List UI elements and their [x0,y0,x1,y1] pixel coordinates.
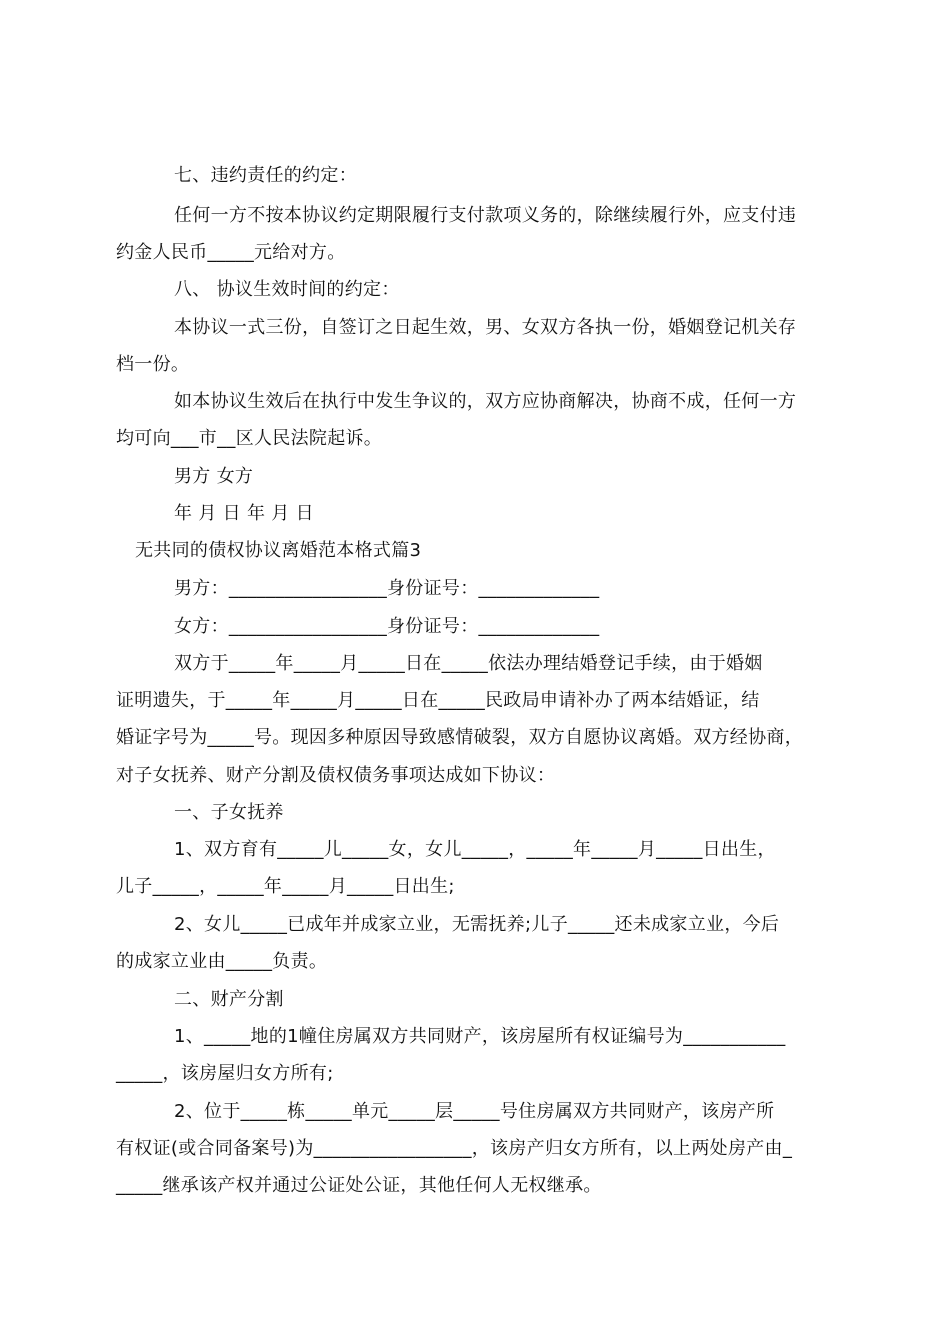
section-heading-breach: 七、违约责任的约定： [174,165,357,186]
paragraph-line: _____，该房屋归女方所有; [116,1063,334,1084]
date-line: 年 月 日 年 月 日 [174,503,314,524]
document-title: 无共同的债权协议离婚范本格式篇3 [135,540,422,561]
paragraph-line: 均可向___市__区人民法院起诉。 [116,428,383,449]
paragraph-line: 对子女抚养、财产分割及债权债务事项达成如下协议： [116,765,556,786]
paragraph-line: 2、女儿_____已成年并成家立业，无需抚养;儿子_____还未成家立业，今后 [174,914,780,935]
paragraph-line: 婚证字号为_____号。现因多种原因导致感情破裂，双方自愿协议离婚。双方经协商， [116,727,803,748]
paragraph-line: 证明遗失，于_____年_____月_____日在_____民政局申请补办了两本结婚证，结 [116,690,760,711]
section-heading-property: 二、财产分割 [174,989,284,1010]
party-female-line: 女方：_________________身份证号：_____________ [174,616,600,637]
paragraph-line: 约金人民币_____元给对方。 [116,242,346,263]
paragraph-line: 的成家立业由_____负责。 [116,951,328,972]
paragraph-line: 档一份。 [116,354,190,375]
signature-line: 男方 女方 [174,466,254,487]
paragraph-line: 1、_____地的1幢住房属双方共同财产，该房屋所有权证编号为___________ [174,1026,786,1047]
paragraph-line: 如本协议生效后在执行中发生争议的，双方应协商解决，协商不成，任何一方 [174,391,797,412]
section-heading-effective: 八、 协议生效时间的约定： [174,279,400,300]
paragraph-line: 儿子_____，_____年_____月_____日出生; [116,876,455,897]
paragraph-line: _____继承该产权并通过公证处公证，其他任何人无权继承。 [116,1175,602,1196]
paragraph-line: 有权证(或合同备案号)为_________________，该房产归女方所有，以上两处房产由_ [116,1138,793,1159]
paragraph-line: 双方于_____年_____月_____日在_____依法办理结婚登记手续，由于婚姻 [174,653,763,674]
paragraph-line: 1、双方育有_____儿_____女，女儿_____，_____年_____月_____日出生， [174,839,776,860]
paragraph-line: 本协议一式三份，自签订之日起生效，男、女双方各执一份，婚姻登记机关存 [174,317,797,338]
party-male-line: 男方：_________________身份证号：_____________ [174,578,600,599]
paragraph-line: 任何一方不按本协议约定期限履行支付款项义务的，除继续履行外，应支付违 [174,205,797,226]
section-heading-children: 一、子女抚养 [174,802,284,823]
paragraph-line: 2、位于_____栋_____单元_____层_____号住房属双方共同财产，该房产所 [174,1101,775,1122]
